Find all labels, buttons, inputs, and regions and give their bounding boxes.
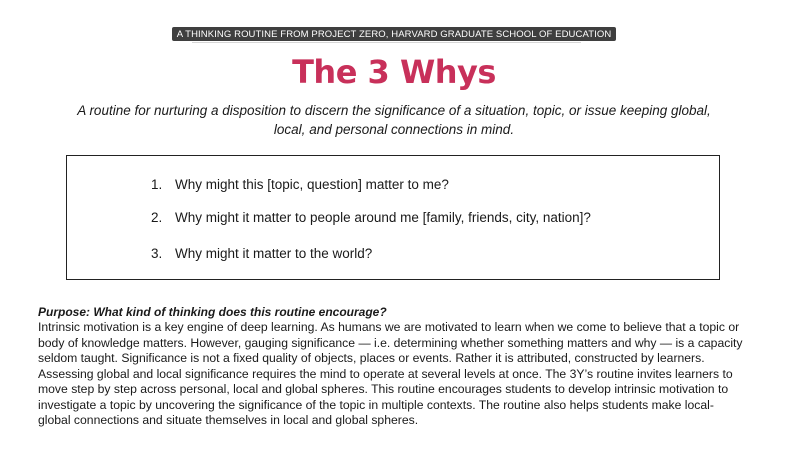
page-title: The 3 Whys — [292, 53, 496, 91]
question-number: 3. — [151, 246, 163, 261]
question-text: Why might this [topic, question] matter to me? — [175, 177, 449, 192]
question-number: 2. — [151, 210, 163, 225]
banner-divider — [192, 42, 581, 43]
source-banner: A THINKING ROUTINE FROM PROJECT ZERO, HARVARD GRADUATE SCHOOL OF EDUCATION — [172, 27, 617, 41]
questions-box — [66, 155, 720, 280]
purpose-body: Intrinsic motivation is a key engine of deep learning. As humans we are motivated to learn when we come to believe that a topic or body of knowledge matters. However, gauging significance — i.e. determining whether something matters and why — is a capacity seldom taught. Significance is not a fixed quality of objects, places or events. Rather it is attributed, constructed by learners. Assessing global and local significance requires the mind to operate at several levels at once. The 3Y’s routine invites learners to move step by step across personal, local and global spheres. This routine encourages students to develop intrinsic motivation to investigate a topic by uncovering the significance of the topic in multiple contexts. The routine also helps students make local-global connections and situate themselves in local and global spheres. — [38, 320, 743, 427]
page-subtitle: A routine for nurturing a disposition to discern the significance of a situation, topic, or issue keeping global, local, and personal connections in mind. — [77, 103, 711, 137]
question-text: Why might it matter to people around me [family, friends, city, nation]? — [175, 210, 591, 225]
question-item — [151, 176, 449, 194]
question-item — [151, 245, 372, 263]
question-text: Why might it matter to the world? — [175, 246, 373, 261]
question-item — [151, 209, 591, 227]
header-banner-wrap — [0, 27, 788, 41]
question-number: 1. — [151, 177, 163, 192]
purpose-heading: Purpose: What kind of thinking does this routine encourage? — [38, 305, 387, 319]
